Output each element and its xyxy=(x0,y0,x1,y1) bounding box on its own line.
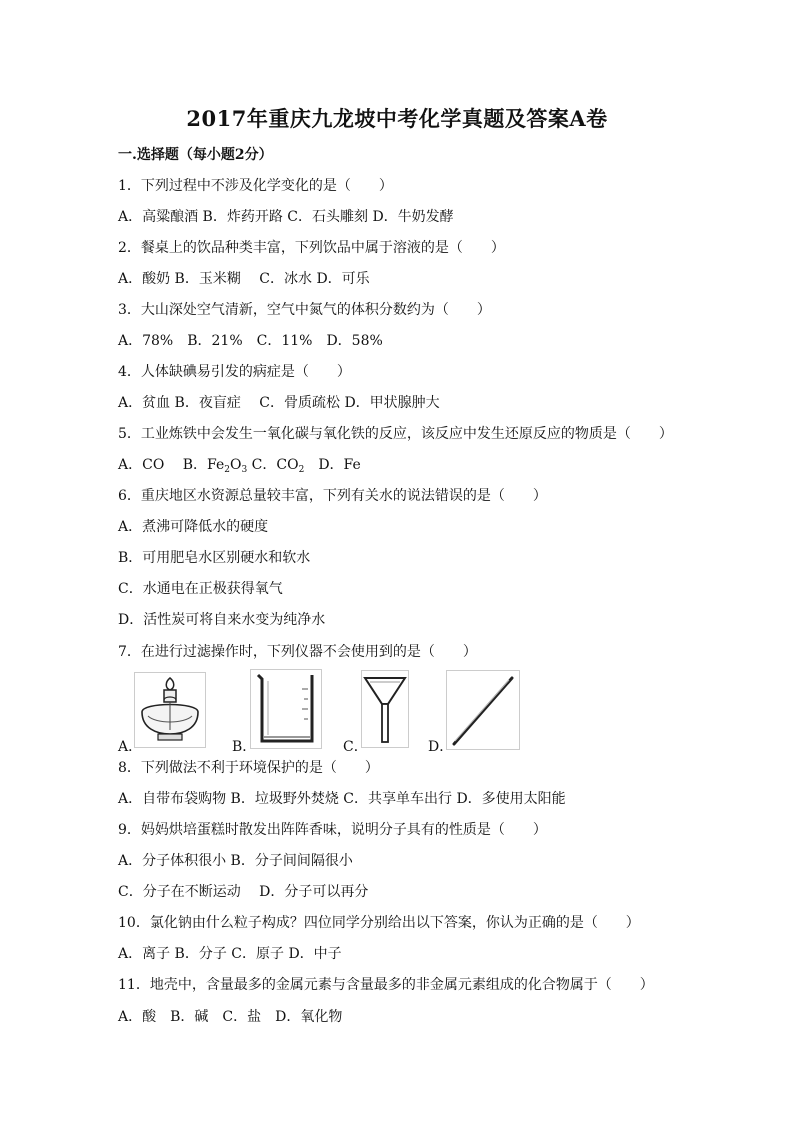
q10-stem: 10．氯化钠由什么粒子构成？四位同学分别给出以下答案，你认为正确的是（ ） xyxy=(118,915,640,931)
q3-options: A．78% B．21% C．11% D．58% xyxy=(118,333,383,349)
q7-stem: 7．在进行过滤操作时，下列仪器不会使用到的是（ ） xyxy=(118,644,477,660)
q1-stem: 1．下列过程中不涉及化学变化的是（ ） xyxy=(118,178,393,194)
section-heading: 一.选择题（每小题2分） xyxy=(118,147,273,163)
q10-options: A．离子 B．分子 C．原子 D．中子 xyxy=(118,946,342,962)
q9-stem: 9．妈妈烘培蛋糕时散发出阵阵香味，说明分子具有的性质是（ ） xyxy=(118,822,547,838)
q6-option-b: B．可用肥皂水区别硬水和软水 xyxy=(118,550,311,566)
q8-options: A．自带布袋购物 B．垃圾野外焚烧 C．共享单车出行 D．多使用太阳能 xyxy=(118,791,566,807)
q3-stem: 3．大山深处空气清新，空气中氮气的体积分数约为（ ） xyxy=(118,302,491,318)
q6-option-a: A．煮沸可降低水的硬度 xyxy=(118,519,269,535)
q11-stem: 11．地壳中，含量最多的金属元素与含量最多的非金属元素组成的化合物属于（ ） xyxy=(118,977,654,993)
q6-stem: 6．重庆地区水资源总量较丰富，下列有关水的说法错误的是（ ） xyxy=(118,488,547,504)
q7-label-d: D． xyxy=(428,739,454,755)
q11-options: A．酸 B．碱 C．盐 D．氧化物 xyxy=(118,1009,343,1025)
q1-options: A．高粱酿酒 B．炸药开路 C．石头雕刻 D．牛奶发酵 xyxy=(118,209,454,225)
q5-options: A．CO B．$Fe_2O_3$ C．$CO_2$ D．Fe xyxy=(118,457,361,475)
q2-options: A．酸奶 B．玉米糊 C．冰水 D．可乐 xyxy=(118,271,370,287)
q9-options-line1: A．分子体积很小 B．分子间间隔很小 xyxy=(118,853,353,869)
q7-label-c: C． xyxy=(343,739,368,755)
q8-stem: 8．下列做法不利于环境保护的是（ ） xyxy=(118,760,379,776)
alcohol-lamp-icon xyxy=(134,672,206,748)
q6-option-d: D．活性炭可将自来水变为纯净水 xyxy=(118,612,326,628)
page-title: 2017年重庆九龙坡中考化学真题及答案A卷 xyxy=(186,106,608,131)
q4-options: A．贫血 B．夜盲症 C．骨质疏松 D．甲状腺肿大 xyxy=(118,395,440,411)
q5-stem: 5．工业炼铁中会发生一氧化碳与氧化铁的反应，该反应中发生还原反应的物质是（ ） xyxy=(118,426,673,442)
glass-rod-icon xyxy=(446,670,520,750)
q2-stem: 2．餐桌上的饮品种类丰富，下列饮品中属于溶液的是（ ） xyxy=(118,240,505,256)
q7-label-b: B． xyxy=(232,739,257,755)
beaker-icon xyxy=(250,669,322,749)
q6-option-c: C．水通电在正极获得氧气 xyxy=(118,581,283,597)
q7-label-a: A． xyxy=(118,739,143,755)
funnel-icon xyxy=(361,670,409,748)
q9-options-line2: C．分子在不断运动 D．分子可以再分 xyxy=(118,884,369,900)
q4-stem: 4．人体缺碘易引发的病症是（ ） xyxy=(118,364,351,380)
